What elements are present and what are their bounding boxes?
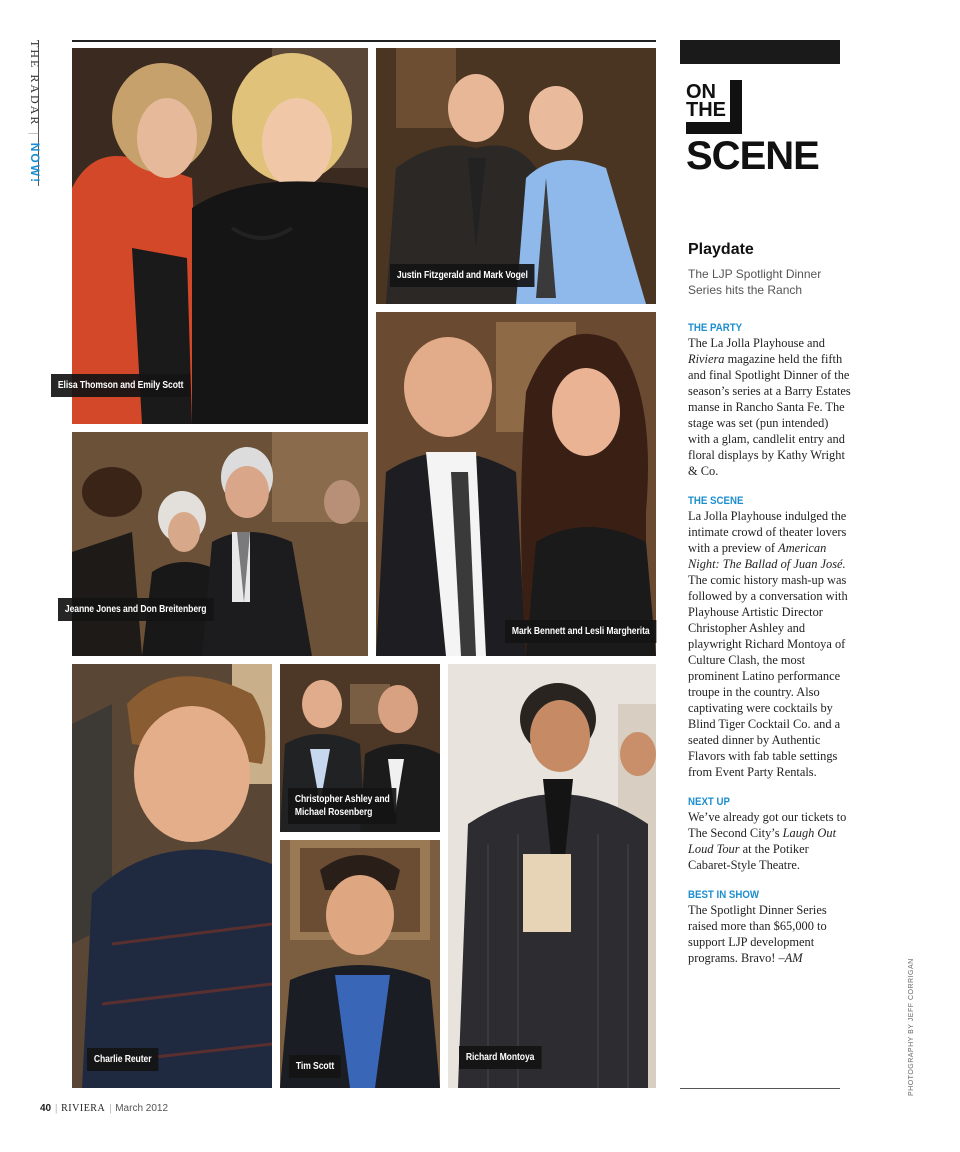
caption-richard: Richard Montoya bbox=[459, 1046, 541, 1069]
logo-bar-horizontal bbox=[686, 122, 742, 134]
article-headline: Playdate bbox=[688, 241, 754, 258]
section-name: THE RADAR bbox=[28, 40, 42, 127]
section-body: The Spotlight Dinner Series raised more than $65,000 to support LJP development programs. Bravo! –AM bbox=[688, 903, 827, 965]
caption-christopher-michael: Christopher Ashley and Michael Rosenberg bbox=[288, 788, 397, 824]
logo-on: ON bbox=[686, 81, 716, 103]
photo-illustration bbox=[376, 312, 656, 656]
article-sidebar bbox=[688, 240, 853, 982]
folio-separator: | bbox=[109, 1103, 112, 1114]
folio-separator: | bbox=[55, 1103, 58, 1114]
caption-mark-lesli: Mark Bennett and Lesli Margherita bbox=[505, 620, 656, 643]
section-body: La Jolla Playhouse indulged the intimate crowd of theater lovers with a preview of American Night: The Ballad of Juan José. The comic history mash-up was followed by a conversation with Playhouse Artistic Director Christopher Ashley and playwright Richard Montoya of Culture Clash, the most prominent Latino performance troupe in the country. Also captivating were cocktails by Blind Tiger Cocktail Co. and a seated dinner by Authentic Flavors with fab table settings from Event Party Rentals. bbox=[688, 509, 848, 779]
photo-charlie bbox=[72, 664, 272, 1088]
section-heading: BEST IN SHOW bbox=[688, 889, 759, 901]
page-number: 40 bbox=[40, 1103, 52, 1114]
photo-illustration bbox=[72, 432, 368, 656]
section-the-scene bbox=[688, 495, 853, 780]
section-heading: THE SCENE bbox=[688, 495, 744, 507]
logo-scene: SCENE bbox=[686, 134, 819, 178]
photo-richard bbox=[448, 664, 656, 1088]
photo-elisa-emily bbox=[72, 48, 368, 424]
photo-illustration bbox=[448, 664, 656, 1088]
on-the-scene-logo bbox=[686, 80, 856, 180]
section-heading: NEXT UP bbox=[688, 796, 730, 808]
caption-elisa-emily: Elisa Thomson and Emily Scott bbox=[51, 374, 190, 397]
article-deck: The LJP Spotlight Dinner Series hits the Ranch bbox=[688, 267, 822, 297]
photo-mark-lesli bbox=[376, 312, 656, 656]
caption-charlie: Charlie Reuter bbox=[87, 1048, 158, 1071]
top-rule bbox=[72, 40, 656, 42]
publication-name: RIVIERA bbox=[61, 1103, 106, 1114]
section-best-in-show bbox=[688, 889, 853, 966]
caption-tim: Tim Scott bbox=[289, 1055, 341, 1078]
section-next-up bbox=[688, 796, 853, 873]
bottom-rule bbox=[680, 1088, 840, 1089]
caption-jeanne-don: Jeanne Jones and Don Breitenberg bbox=[58, 598, 213, 621]
photo-illustration bbox=[72, 48, 368, 424]
photo-jeanne-don bbox=[72, 432, 368, 656]
header-block bbox=[680, 40, 840, 64]
logo-the: THE bbox=[686, 99, 726, 121]
section-separator: | bbox=[28, 132, 42, 137]
section-heading: THE PARTY bbox=[688, 322, 743, 334]
photo-tim bbox=[280, 840, 440, 1088]
photo-credit: PHOTOGRAPHY BY JEFF CORRIGAN bbox=[908, 958, 915, 1096]
photo-illustration bbox=[280, 840, 440, 1088]
issue-date: March 2012 bbox=[115, 1103, 169, 1114]
section-the-party bbox=[688, 322, 853, 479]
photo-illustration bbox=[72, 664, 272, 1088]
section-body: We’ve already got our tickets to The Second City’s Laugh Out Loud Tour at the Potiker Cabaret-Style Theatre. bbox=[688, 810, 847, 872]
section-tag bbox=[28, 40, 58, 186]
page-folio bbox=[40, 1103, 168, 1114]
section-body: The La Jolla Playhouse and Riviera magazine held the fifth and final Spotlight Dinner of the season’s series at a Barry Estates manse in Rancho Santa Fe. The stage was set (pun intended) with a glam, candlelit entry and floral displays by Kathy Wright & Co. bbox=[688, 336, 851, 478]
subsection-name: NOW! bbox=[28, 142, 42, 185]
caption-justin-mark: Justin Fitzgerald and Mark Vogel bbox=[390, 264, 535, 287]
